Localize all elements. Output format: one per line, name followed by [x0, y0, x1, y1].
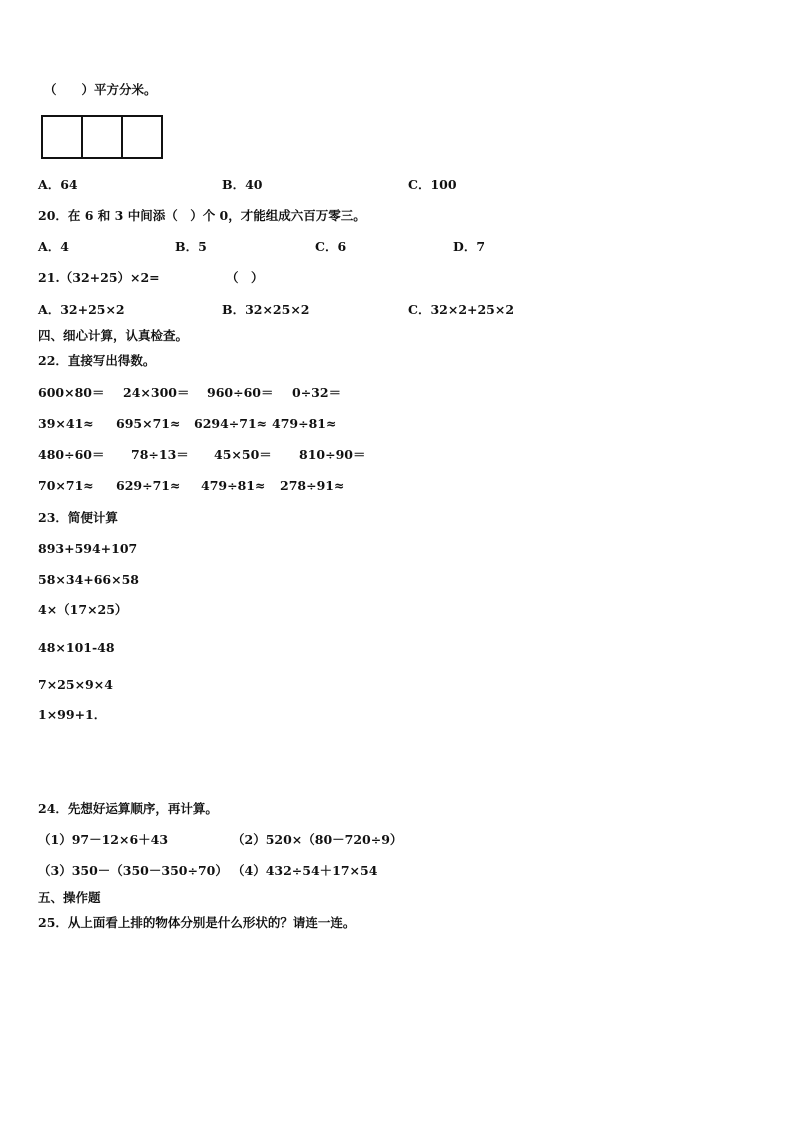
q23-item: 7×25×9×4 [38, 677, 113, 692]
figure-square [81, 115, 123, 159]
q22-item: 39×41≈ [38, 416, 94, 431]
q22-item: 629÷71≈ [116, 478, 181, 493]
q21-answer-blank: （ ） [226, 270, 264, 285]
q22-item: 479÷81≈ [201, 478, 266, 493]
q23-item: 58×34+66×58 [38, 572, 140, 587]
q23-item: 1×99+1． [38, 707, 107, 722]
q24-item: （2）520×（80－720÷9） [232, 832, 403, 847]
q20-option-d: D．7 [453, 239, 486, 254]
section-4-heading: 四、细心计算，认真检查。 [38, 328, 189, 343]
q24-item: （3）350－（350－350÷70） [38, 863, 228, 878]
q21-option-a: A．32+25×2 [38, 302, 125, 317]
figure-square [41, 115, 83, 159]
q23-item: 48×101-48 [38, 640, 115, 655]
q20-option-b: B．5 [175, 239, 207, 254]
q21-option-b: B．32×25×2 [222, 302, 310, 317]
q24-item: （1）97－12×6＋43 [38, 832, 169, 847]
q23-item: 4×（17×25） [38, 602, 128, 617]
q19-square-figure [41, 115, 161, 159]
q22-item: 278÷91≈ [280, 478, 345, 493]
q22-item: 600×80＝ [38, 385, 105, 400]
q20-prompt: 20．在 6 和 3 中间添（ ）个 0，才能组成六百万零三。 [38, 208, 366, 223]
q19-prompt-tail: （ ）平方分米。 [44, 82, 157, 97]
q22-item: 6294÷71≈ [194, 416, 268, 431]
section-5-heading: 五、操作题 [38, 890, 101, 905]
q19-option-a: A．64 [38, 177, 78, 192]
q19-option-b: B．40 [222, 177, 263, 192]
q22-item: 479÷81≈ [272, 416, 337, 431]
q24-item: （4）432÷54＋17×54 [232, 863, 378, 878]
q23-item: 893+594+107 [38, 541, 138, 556]
q22-item: 45×50＝ [214, 447, 272, 462]
q21-prompt: 21.（32+25）×2= [38, 270, 160, 285]
q19-option-c: C．100 [408, 177, 457, 192]
figure-square [121, 115, 163, 159]
q22-item: 695×71≈ [116, 416, 181, 431]
q22-item: 0÷32＝ [292, 385, 342, 400]
q22-item: 810÷90＝ [299, 447, 366, 462]
q22-prompt: 22．直接写出得数。 [38, 353, 156, 368]
q22-item: 70×71≈ [38, 478, 94, 493]
q22-item: 960÷60＝ [207, 385, 274, 400]
q22-item: 480÷60＝ [38, 447, 105, 462]
q24-prompt: 24．先想好运算顺序，再计算。 [38, 801, 218, 816]
q23-prompt: 23．简便计算 [38, 510, 118, 525]
q22-item: 78÷13＝ [131, 447, 189, 462]
q20-option-a: A．4 [38, 239, 69, 254]
q22-item: 24×300＝ [123, 385, 190, 400]
q21-option-c: C．32×2+25×2 [408, 302, 515, 317]
q25-prompt: 25．从上面看上排的物体分别是什么形状的？请连一连。 [38, 915, 356, 930]
q20-option-c: C．6 [315, 239, 347, 254]
